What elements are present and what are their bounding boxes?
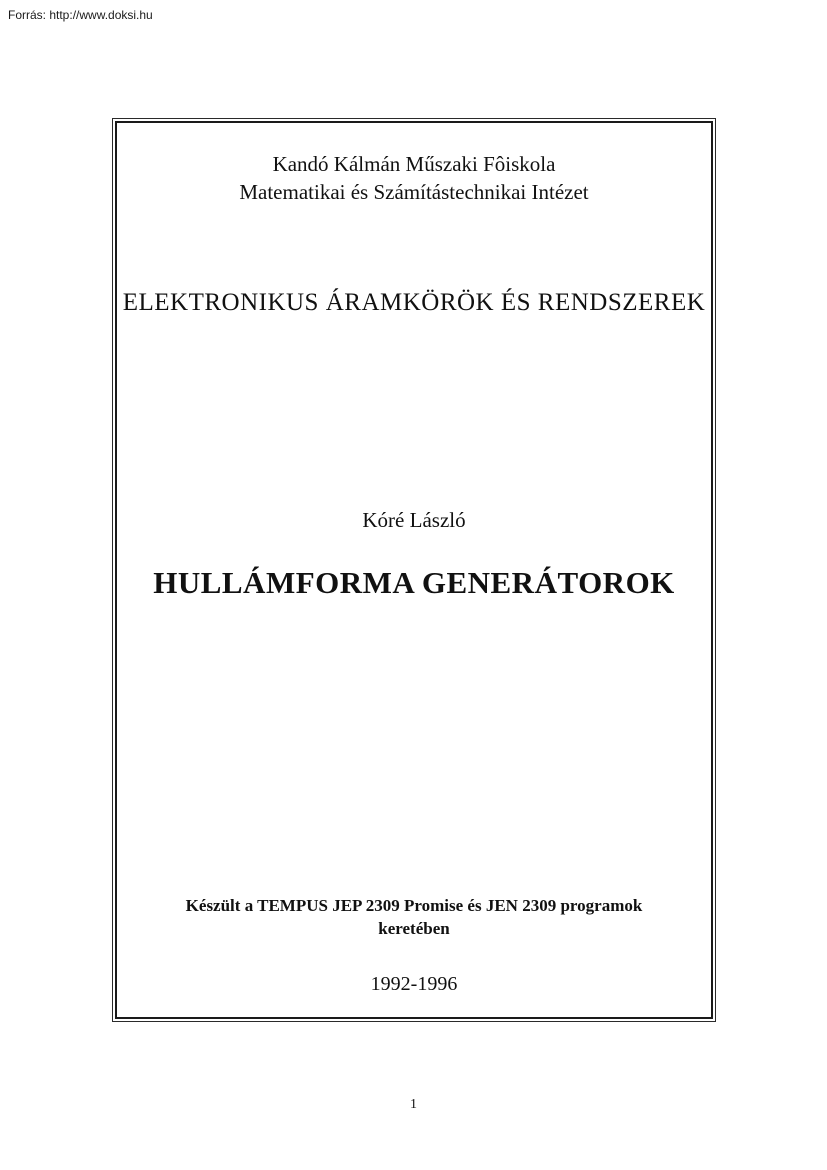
author-name: Kóré László (362, 508, 466, 532)
title-page-frame (112, 118, 716, 1022)
title-page-frame-inner (115, 121, 713, 1019)
institution-name (117, 150, 711, 206)
page-number: 1 (410, 1097, 417, 1112)
program-credit-line-1: Készült a TEMPUS JEP 2309 Promise és JEN 2309 programok (185, 896, 643, 915)
program-credit-line-2: keretében (378, 919, 450, 938)
program-credit (117, 894, 711, 940)
source-url-line: Forrás: http://www.doksi.hu (8, 8, 153, 22)
document-main-title: HULLÁMFORMA GENERÁTOROK (153, 565, 675, 600)
institution-line-2: Matematikai és Számítástechnikai Intézet (239, 180, 589, 204)
years-range: 1992-1996 (370, 973, 458, 995)
institution-line-1: Kandó Kálmán Műszaki Fôiskola (272, 152, 556, 176)
subject-title: ELEKTRONIKUS ÁRAMKÖRÖK ÉS RENDSZEREK (122, 289, 706, 316)
